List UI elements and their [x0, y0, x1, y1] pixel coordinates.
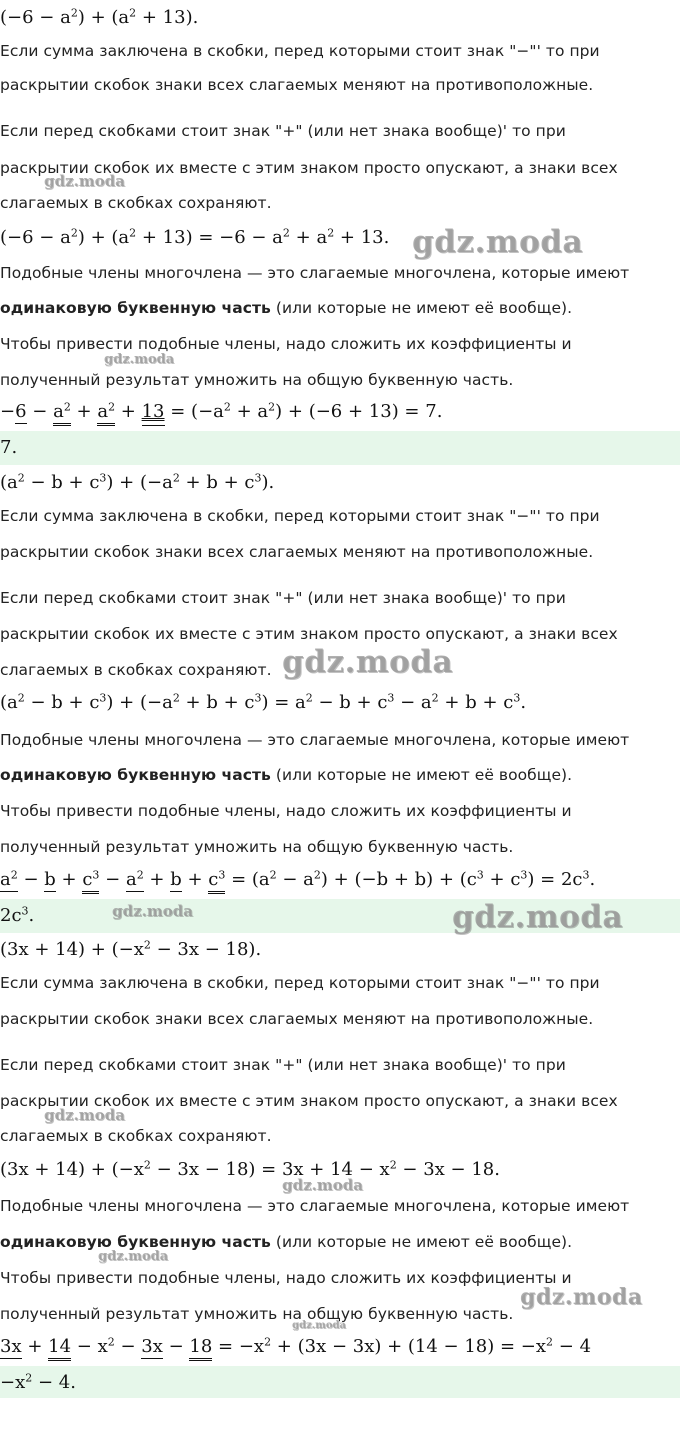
watermark: gdz.moda [98, 1249, 169, 1264]
definition-text: Чтобы привести подобные члены, надо сложить их коэффициенты и [0, 802, 572, 820]
bold-term: одинаковую буквенную часть [0, 766, 271, 784]
rule-text: Если сумма заключена в скобки, перед которыми стоит знак "−"' то при [0, 974, 600, 992]
watermark: gdz.moda [44, 172, 125, 190]
rule-text: слагаемых в скобках сохраняют. [0, 1127, 272, 1145]
definition-text: Подобные члены многочлена — это слагаемые многочлена, которые имеют [0, 1197, 630, 1215]
answer-band [0, 431, 680, 465]
definition-text: полученный результат умножить на общую буквенную часть. [0, 838, 514, 856]
definition-tail: (или которые не имеют её вообще). [270, 766, 573, 784]
math-line: $(-6 - a^2) + (a^2 + 13) = -6 - a^2 + a^2 + 13$. [0, 226, 390, 248]
answer-text: 7. [0, 437, 18, 458]
rule-text: Если перед скобками стоит знак "+" (или нет знака вообще)' то при [0, 1056, 566, 1074]
watermark: gdz.moda [44, 1106, 125, 1124]
definition-text: полученный результат умножить на общую буквенную часть. [0, 371, 514, 389]
rule-text: Если сумма заключена в скобки, перед которыми стоит знак "−"' то при [0, 42, 600, 60]
rule-text: слагаемых в скобках сохраняют. [0, 194, 272, 212]
rule-text: раскрытии скобок знаки всех слагаемых меняют на противоположные. [0, 76, 594, 94]
watermark: gdz.moda [112, 902, 193, 920]
definition-text: полученный результат умножить на общую буквенную часть. [0, 1305, 514, 1323]
math-line: $-6 - a^2 + a^2 + 13 = (-a^2 + a^2) + (-6 + 13) = 7$. [0, 398, 442, 426]
watermark: gdz.moda [282, 1176, 363, 1194]
rule-text: Если сумма заключена в скобки, перед которыми стоит знак "−"' то при [0, 507, 600, 525]
rule-text: Если перед скобками стоит знак "+" (или нет знака вообще)' то при [0, 122, 566, 140]
rule-text: раскрытии скобок знаки всех слагаемых меняют на противоположные. [0, 1010, 594, 1028]
watermark: gdz.moda [412, 224, 583, 260]
math-line: $(a^2 - b + c^3) + (-a^2 + b + c^3) = a^2 - b + c^3 - a^2 + b + c^3$. [0, 691, 527, 713]
math-line: $(-6 - a^2) + (a^2 + 13)$. [0, 6, 199, 28]
definition-text: Подобные члены многочлена — это слагаемые многочлена, которые имеют [0, 264, 630, 282]
watermark: gdz.moda [452, 899, 623, 935]
watermark: gdz.moda [292, 1320, 346, 1331]
bold-term: одинаковую буквенную часть [0, 299, 271, 317]
watermark: gdz.moda [282, 644, 453, 680]
watermark: gdz.moda [520, 1284, 643, 1310]
definition-text: Подобные члены многочлена — это слагаемые многочлена, которые имеют [0, 731, 630, 749]
definition-text: Чтобы привести подобные члены, надо сложить их коэффициенты и [0, 1269, 572, 1287]
math-line: $(3x + 14) + (-x^2 - 3x - 18) = 3x + 14 - x^2 - 3x - 18$. [0, 1158, 500, 1180]
answer-band [0, 1366, 680, 1398]
rule-text: Если перед скобками стоит знак "+" (или нет знака вообще)' то при [0, 589, 566, 607]
bold-term: одинаковую буквенную часть [0, 1233, 271, 1251]
answer-text: $2c^3$. [0, 904, 35, 926]
math-line: $(a^2 - b + c^3) + (-a^2 + b + c^3)$. [0, 471, 275, 493]
rule-text: раскрытии скобок их вместе с этим знаком просто опускают, а знаки всех [0, 1092, 618, 1110]
definition-tail: (или которые не имеют её вообще). [270, 299, 573, 317]
rule-text: слагаемых в скобках сохраняют. [0, 661, 272, 679]
definition-text [0, 1231, 572, 1253]
rule-text: раскрытии скобок их вместе с этим знаком просто опускают, а знаки всех [0, 159, 618, 177]
math-line: $a^2 - b + c^3 - a^2 + b + c^3 = (a^2 - a^2) + (-b + b) + (c^3 + c^3) = 2c^3$. [0, 866, 595, 894]
rule-text: раскрытии скобок их вместе с этим знаком просто опускают, а знаки всех [0, 625, 618, 643]
definition-text: Чтобы привести подобные члены, надо сложить их коэффициенты и [0, 335, 572, 353]
math-line: $3x + 14 - x^2 - 3x - 18 = -x^2 + (3x - 3x) + (14 - 18) = -x^2 - 4$ [0, 1333, 591, 1361]
definition-text [0, 764, 572, 786]
math-line: $(3x + 14) + (-x^2 - 3x - 18)$. [0, 938, 262, 960]
definition-text [0, 297, 572, 319]
rule-text: раскрытии скобок знаки всех слагаемых меняют на противоположные. [0, 543, 594, 561]
answer-text: $-x^2 - 4$. [0, 1371, 76, 1393]
watermark: gdz.moda [104, 352, 175, 367]
definition-tail: (или которые не имеют её вообще). [270, 1233, 573, 1251]
